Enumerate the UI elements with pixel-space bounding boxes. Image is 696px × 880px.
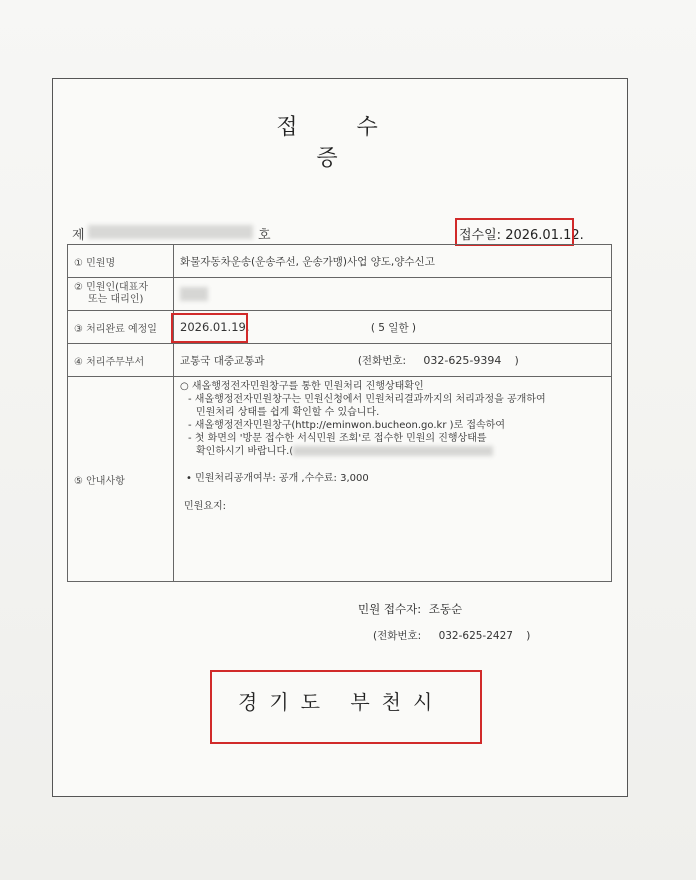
receiver-label: 민원 접수자: xyxy=(358,602,422,616)
completion-date: 2026.01.19. xyxy=(180,319,250,334)
notice-line: ○ 새올행정전자민원창구를 통한 민원처리 진행상태확인 xyxy=(180,381,424,392)
spacer xyxy=(180,485,605,500)
receiver-name: 조동순 xyxy=(428,602,463,616)
notice-line: - 첫 화면의 '방문 접수한 서식민원 조회'로 접수한 민원의 진행상태를 xyxy=(188,433,487,444)
table-row xyxy=(68,377,612,582)
department-name: 교통국 대중교통과 xyxy=(180,354,265,367)
issuing-city: 경기도 부천시 xyxy=(238,690,445,714)
receiver-tel-close: ) xyxy=(526,630,531,642)
applicant-value xyxy=(174,278,612,311)
table-row xyxy=(68,245,612,278)
receiver-info xyxy=(358,601,462,617)
notice-line: 민원요지: xyxy=(184,501,227,512)
row-label: ③ 처리완료 예정일 xyxy=(68,311,174,344)
document-title: 접 수 증 xyxy=(276,115,404,171)
redacted-applicant xyxy=(180,287,208,301)
notice-line: 확인하시기 바랍니다.( xyxy=(196,446,294,457)
spacer xyxy=(180,458,605,472)
receipt-date-label: 접수일: xyxy=(459,228,502,243)
receiver-tel xyxy=(373,628,530,643)
row-label: ⑤ 안내사항 xyxy=(68,377,174,582)
highlight-completion-date xyxy=(171,313,248,343)
department-tel-label: (전화번호: xyxy=(357,354,407,367)
notice-line-with-redaction xyxy=(180,445,605,458)
notice-line: • 민원처리공개여부: 공개 ,수수료: 3,000 xyxy=(186,473,369,484)
applicant-label-line1: ② 민원인(대표자 xyxy=(74,282,149,293)
row-label: ① 민원명 xyxy=(68,245,174,278)
department-cell xyxy=(174,344,612,377)
department-tel-close: ) xyxy=(514,354,519,367)
row-label: ④ 처리주무부서 xyxy=(68,344,174,377)
notice-content xyxy=(180,380,605,581)
department-tel: 032-625-9394 xyxy=(423,353,502,367)
applicant-label-line2: 또는 대리인) xyxy=(88,294,144,305)
processing-days: ( 5 일한 ) xyxy=(370,321,417,334)
highlight-city xyxy=(210,670,482,744)
notice-line: - 새올행정전자민원창구(http://eminwon.bucheon.go.kr )로 접속하여 xyxy=(188,420,505,431)
table-row xyxy=(68,344,612,377)
receipt-form-table xyxy=(67,244,612,582)
receipt-date-value: 2026.01.12. xyxy=(505,228,584,243)
table-row xyxy=(68,311,612,344)
redacted-receipt-number xyxy=(88,225,253,239)
notice-line: - 새올행정전자민원창구는 민원신청에서 민원처리결과까지의 처리과정을 공개하여 xyxy=(188,394,546,405)
receiver-tel-number: 032-625-2427 xyxy=(438,630,513,642)
table-row xyxy=(68,278,612,311)
notice-line: 민원처리 상태를 쉽게 확인할 수 있습니다. xyxy=(196,407,380,418)
highlight-receipt-date xyxy=(455,218,574,246)
receiver-tel-label: (전화번호: xyxy=(373,630,422,642)
redacted-notice-text xyxy=(293,446,493,456)
receipt-number-prefix: 제 xyxy=(72,228,85,243)
notice-cell xyxy=(174,377,612,582)
receipt-number-suffix: 호 xyxy=(258,228,271,243)
petition-name: 화물자동차운송(운송주선, 운송가맹)사업 양도,양수신고 xyxy=(174,245,612,278)
row-label xyxy=(68,278,174,311)
